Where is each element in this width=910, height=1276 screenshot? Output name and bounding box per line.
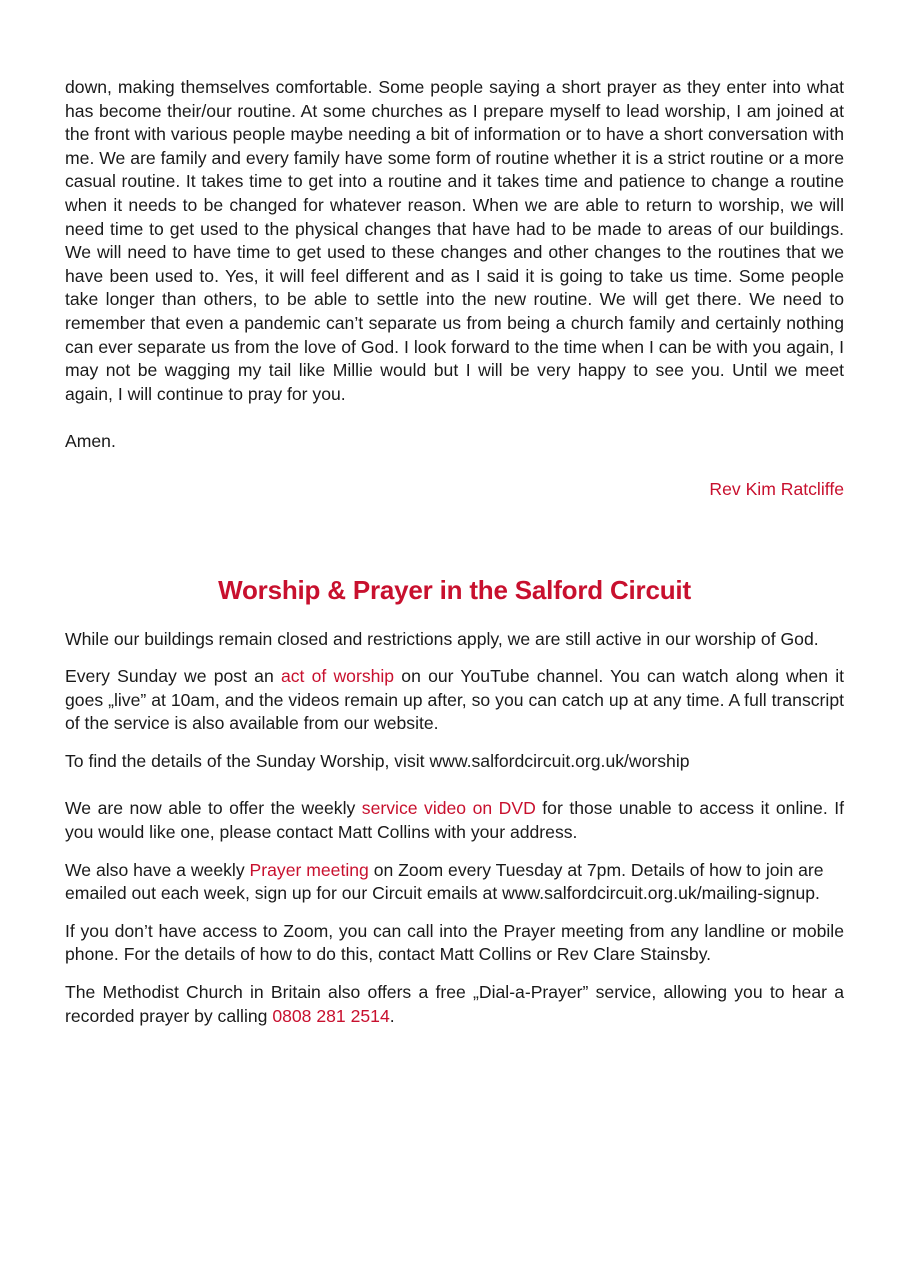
paragraph-text: The Methodist Church in Britain also offers a free „Dial-a-Prayer” service, allowing you to hear a recorded prayer by calling xyxy=(65,982,844,1026)
paragraph-text: on our YouTube channel. You can watch along when it goes „live” at 10am, and the videos remain up after, so you can catch up at any time. A full transcript of the service is also available from our website. xyxy=(65,666,844,734)
worship-details-paragraph: To find the details of the Sunday Worship, visit www.salfordcircuit.org.uk/worship xyxy=(65,750,690,771)
zoom-phone-paragraph: If you don’t have access to Zoom, you can call into the Prayer meeting from any landline or mobile phone. For the details of how to do this, contact Matt Collins or Rev Clare Stainsby. xyxy=(65,920,844,965)
dial-a-prayer-paragraph xyxy=(65,981,844,1028)
prayer-meeting-paragraph xyxy=(65,859,844,906)
act-of-worship-highlight: act of worship xyxy=(280,666,395,687)
paragraph-text: Every Sunday we post an xyxy=(65,666,281,687)
letter-body: down, making themselves comfortable. Some people saying a short prayer as they enter into what has become their/our routine. At some churches as I prepare myself to lead worship, I am joined at the front with various people maybe needing a bit of information or to have a short conversation with me. We are family and every family have some form of routine whether it is a strict routine or a more casual routine. It takes time to get into a routine and it takes time and patience to change a routine when it needs to be changed for whatever reason. When we are able to return to worship, we will need time to get used to the physical changes that have had to be made to areas of our buildings. We will need to have time to get used to these changes and other changes to the routines that we have been used to. Yes, it will feel different and as I said it is going to take us time. Some people take longer than others, to be able to settle into the new routine. We will get there. We need to remember that even a pandemic can’t separate us from being a church family and certainly nothing can ever separate us from the love of God. I look forward to the time when I can be with you again, I may not be wagging my tail like Millie would but I will be very happy to see you. Until we meet again, I will continue to pray for you. xyxy=(65,77,844,404)
letter-amen: Amen. xyxy=(65,431,116,452)
letter-signature: Rev Kim Ratcliffe xyxy=(709,478,844,499)
paragraph-text: for those unable to access it online. If you would like one, please contact Matt Collins with your address. xyxy=(65,798,845,843)
worship-intro-paragraph: While our buildings remain closed and restrictions apply, we are still active in our worship of God. xyxy=(65,628,819,649)
prayer-meeting-highlight: Prayer meeting xyxy=(249,859,369,880)
section-heading: Worship & Prayer in the Salford Circuit xyxy=(218,574,691,605)
sunday-worship-paragraph xyxy=(65,665,844,736)
dvd-highlight: service video on DVD xyxy=(361,798,536,819)
paragraph-text: on Zoom every Tuesday at 7pm. Details of how to join are emailed out each week, sign up for our Circuit emails at www.salfordcircuit.org.uk/mailing-signup. xyxy=(65,859,824,904)
paragraph-text: . xyxy=(389,1005,395,1026)
page xyxy=(65,76,844,1042)
paragraph-text: We are now able to offer the weekly xyxy=(65,798,362,819)
worship-section xyxy=(65,628,844,1029)
dvd-paragraph xyxy=(65,797,844,844)
phone-number-highlight: 0808 281 2514 xyxy=(272,1005,390,1026)
paragraph-text: We also have a weekly xyxy=(65,859,250,880)
